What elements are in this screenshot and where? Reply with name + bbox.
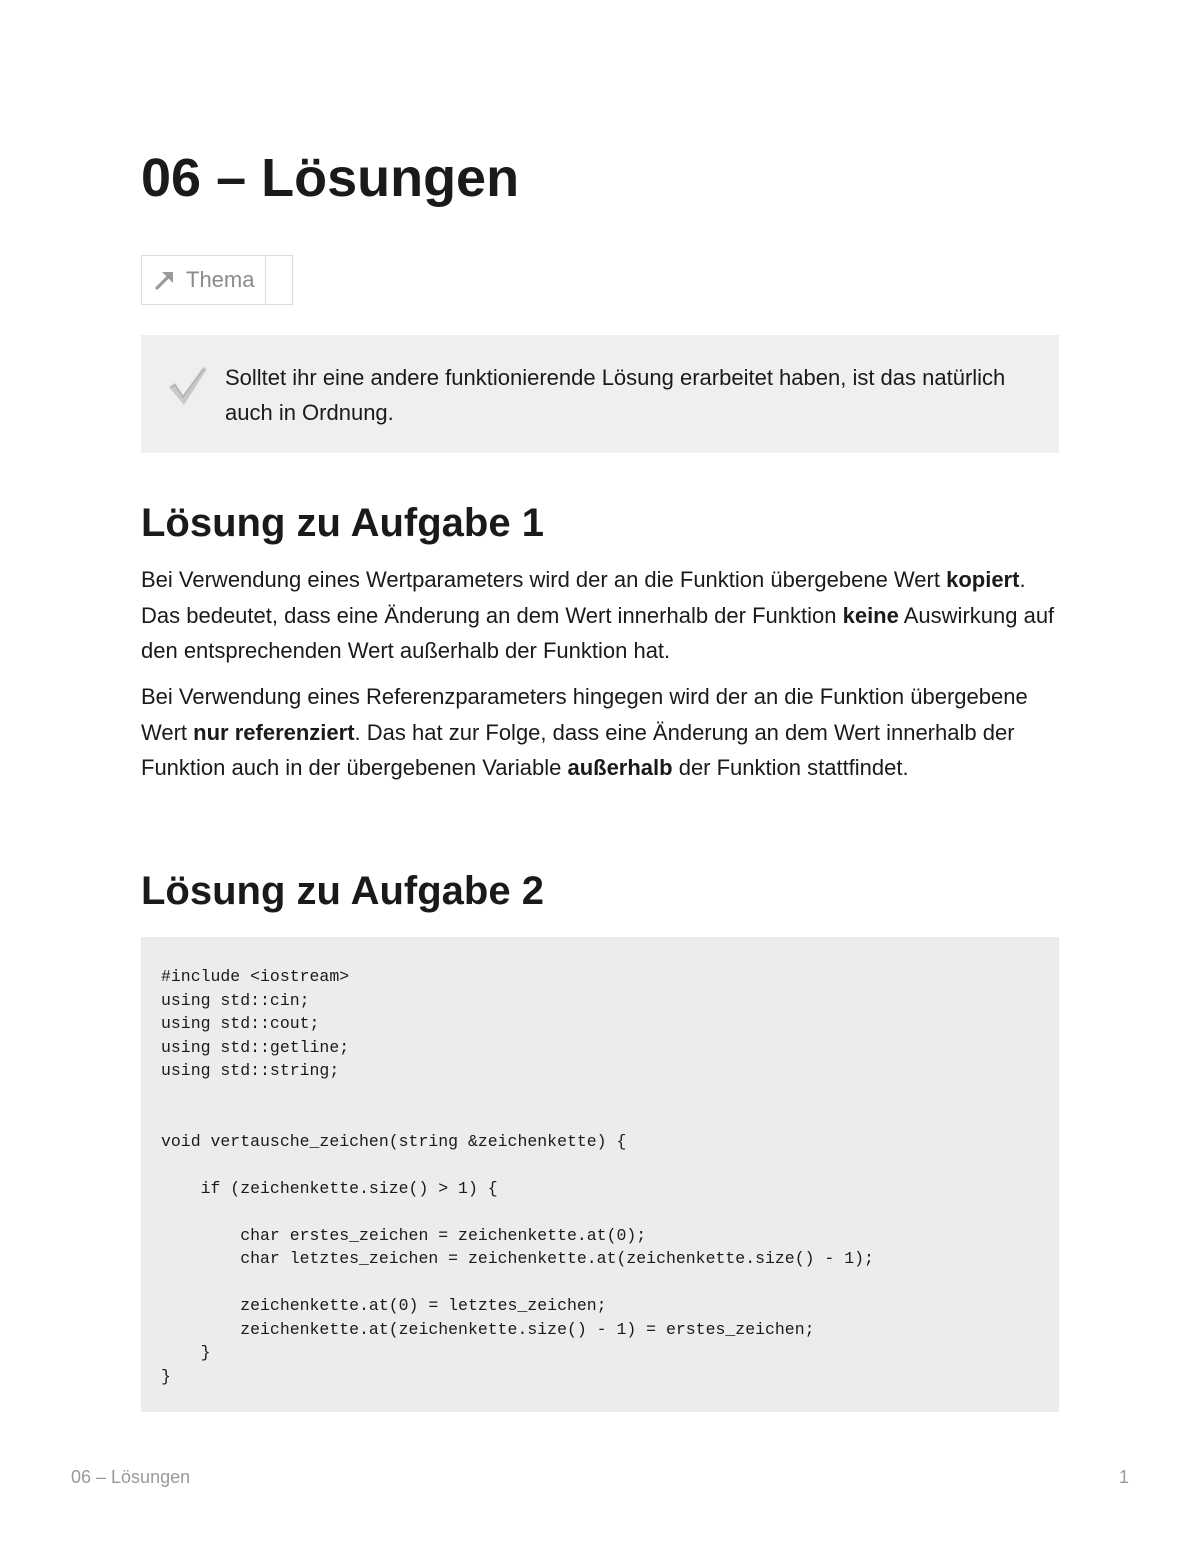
- property-row: [141, 255, 293, 305]
- footer-page-number: 1: [1118, 1467, 1129, 1487]
- bold-run: keine: [842, 602, 899, 628]
- bold-run: außerhalb: [567, 755, 673, 780]
- text-run: . Das hat zur Folge, dass eine Änderung an dem Wert innerhalb der Funktion auch in der übergebenen Variable: [141, 719, 1015, 780]
- paragraph-referenzparameter: [141, 679, 1059, 786]
- text-run: . Das bedeutet, dass eine Änderung an dem Wert innerhalb der Funktion: [141, 567, 1026, 628]
- bold-run: nur referenziert: [193, 719, 355, 745]
- callout-box: [141, 335, 1059, 453]
- bold-run: kopiert: [946, 567, 1020, 592]
- code-block: [141, 937, 1059, 1412]
- code-content: #include <iostream> using std::cin; using std::cout; using std::getline; using std::string; void vertausche_zeichen(string &zeichenkette) { if (zeichenkette.size() > 1) { char erstes_zeichen = zeichenkette.at(0); char letztes_zeichen = zeichenkette.at(zeichenkette.size() - 1); zeichenkette.at(0) = letztes_zeichen; zeichenkette.at(zeichenkette.size() - 1) = erstes_zeichen; } }: [161, 967, 874, 1386]
- text-run: der Funktion stattfindet.: [672, 755, 909, 780]
- property-value-cell[interactable]: [266, 256, 292, 304]
- page-title: 06 – Lösungen: [141, 148, 520, 208]
- text-run: Auswirkung auf den entsprechenden Wert außerhalb der Funktion hat.: [141, 602, 1055, 663]
- checkmark-icon: [167, 363, 209, 407]
- text-run: Bei Verwendung eines Wertparameters wird der an die Funktion übergebene Wert: [141, 567, 947, 592]
- property-label: Thema: [186, 267, 255, 292]
- paragraph-wertparameter: [141, 562, 1059, 669]
- footer-title: 06 – Lösungen: [71, 1467, 191, 1487]
- arrow-up-right-icon: [154, 269, 176, 291]
- text-run: Bei Verwendung eines Referenzparameters hingegen wird der an die Funktion übergebene Wert: [141, 684, 1028, 745]
- section-heading-aufgabe-1: Lösung zu Aufgabe 1: [141, 501, 544, 545]
- property-name-cell[interactable]: [142, 256, 266, 304]
- section-heading-aufgabe-2: Lösung zu Aufgabe 2: [141, 869, 544, 913]
- callout-text: Solltet ihr eine andere funktionierende Lösung erarbeitet haben, ist das natürlich auch in Ordnung.: [225, 365, 1006, 425]
